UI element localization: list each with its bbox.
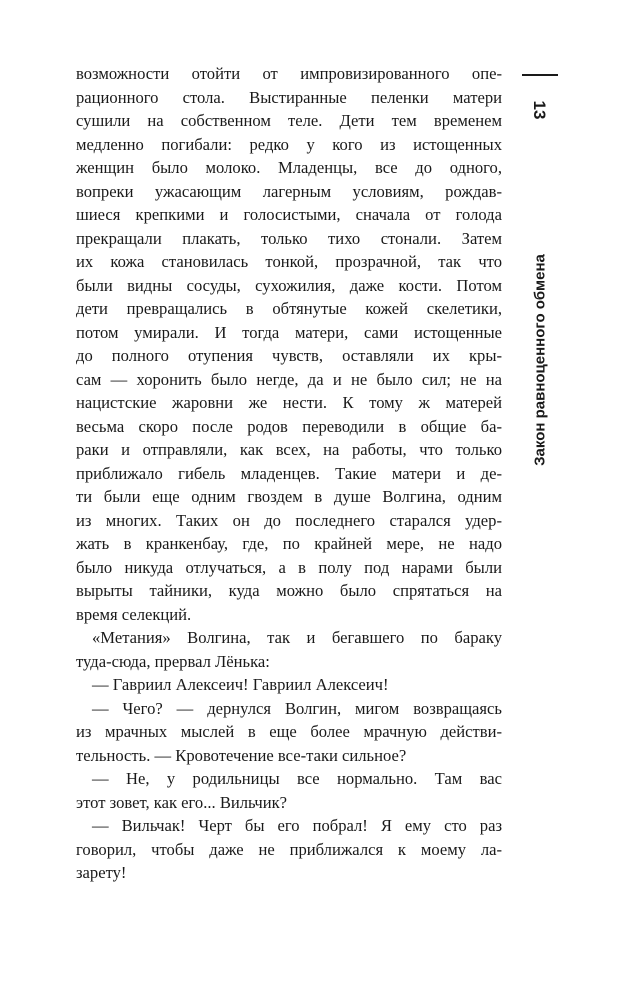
text-line: рационного стола. Выстиранные пеленки матери [76, 87, 502, 107]
text-line: сам — хоронить было негде, да и не было сил; не на [76, 369, 502, 389]
text-line: нацистские жаровни же нести. К тому ж матерей [76, 393, 502, 412]
text-line: шиеся крепкими и голосистыми, сначала от голода [76, 205, 502, 224]
text-line: зарету! [76, 863, 127, 882]
text-line: тельность. — Кровотечение все-таки сильное? [76, 745, 407, 765]
text-line: вырыты тайники, куда можно было спрятаться на [76, 581, 502, 600]
text-line: женщин было молоко. Младенцы, все до одного, [76, 158, 502, 177]
text-line: были видны сосуды, сухожилия, даже кости. Потом [76, 275, 502, 295]
running-head: Закон равноценного обмена [531, 254, 549, 466]
text-line: говорил, чтобы даже не приближался к моему ла- [76, 839, 502, 859]
text-line: их кожа становилась тонкой, прозрачной, так что [76, 252, 502, 271]
text-line: прекращали плакать, только тихо стонали. Затем [76, 228, 502, 248]
text-line: — Вильчак! Черт бы его побрал! Я ему сто раз [92, 816, 502, 835]
text-line: до полного отупения чувств, оставляли их кры- [76, 346, 502, 365]
text-line: — Гавриил Алексеич! Гавриил Алексеич! [92, 675, 389, 694]
text-line: вопреки ужасающим лагерным условиям, рождав- [76, 181, 502, 201]
text-line: возможности отойти от импровизированного опе- [76, 64, 502, 83]
text-line: из многих. Таких он до последнего старался удер- [76, 510, 502, 530]
text-line: из мрачных мыслей в еще более мрачную действи- [76, 722, 502, 741]
text-line: раки и отправляли, как всех, на работы, что только [76, 440, 502, 459]
body-text [76, 62, 502, 885]
text-line: — Чего? — дернулся Волгин, мигом возвращаясь [92, 698, 502, 718]
text-line: приближало гибель младенцев. Такие матери и де- [76, 463, 502, 483]
text-line: весьма скоро после родов переводили в общие ба- [76, 416, 502, 436]
text-line: было никуда отлучаться, а в полу под нарами были [76, 557, 502, 577]
text-line: туда-сюда, прервал Лёнька: [76, 651, 270, 671]
text-line: медленно погибали: редко у кого из истощенных [76, 134, 502, 154]
text-line: жать в кранкенбау, где, по крайней мере, не надо [76, 534, 502, 553]
text-line: время селекций. [76, 604, 192, 624]
text-line: дети превращались в обтянутые кожей скелетики, [76, 299, 502, 318]
page-number-rule [522, 74, 558, 76]
text-line: «Метания» Волгина, так и бегавшего по бараку [92, 628, 502, 647]
text-line: сушили на собственном теле. Дети тем временем [76, 111, 502, 130]
page-number: 13 [530, 100, 549, 120]
text-line: потом умирали. И тогда матери, сами истощенные [76, 322, 502, 342]
text-line: — Не, у родильницы все нормально. Там вас [92, 769, 502, 788]
text-line: ти были еще одним гвоздем в душе Волгина, одним [76, 487, 502, 506]
text-line: этот зовет, как его... Вильчик? [76, 792, 288, 812]
